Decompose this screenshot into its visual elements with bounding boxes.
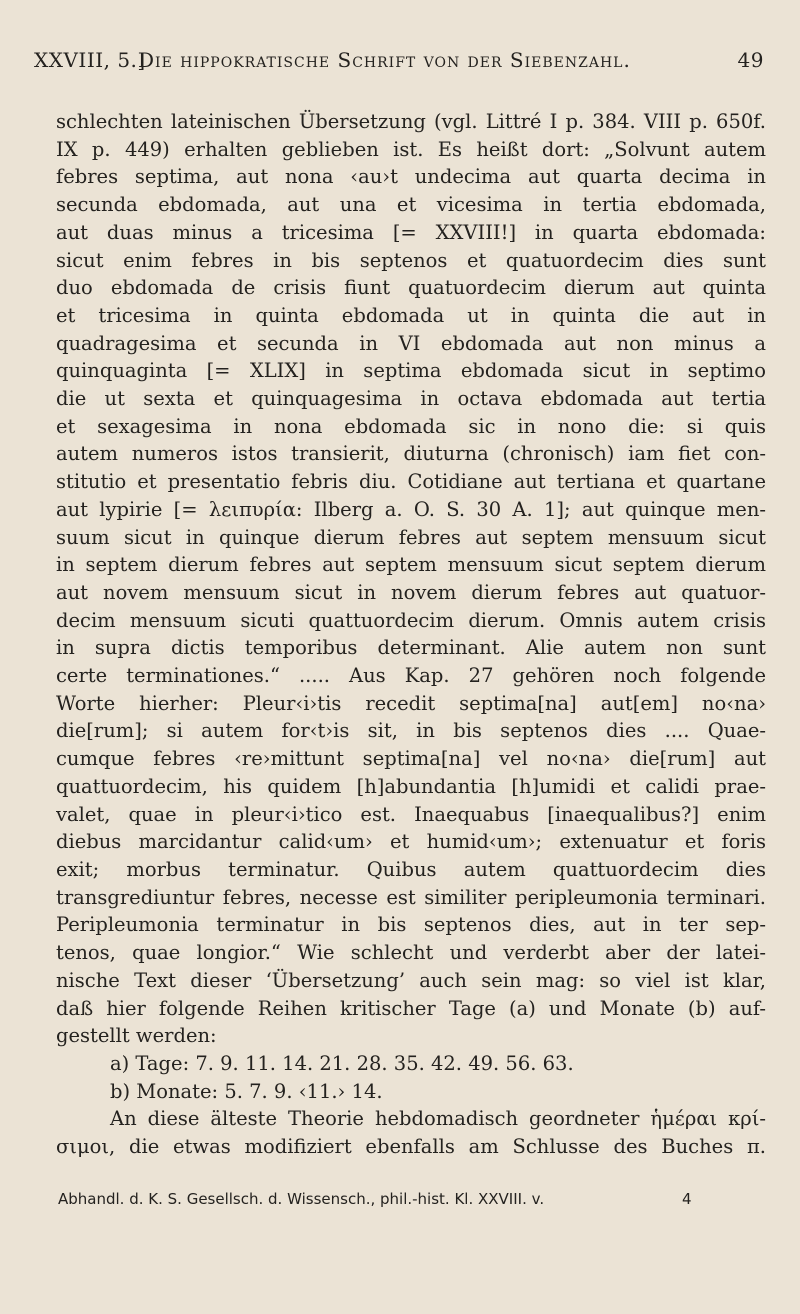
text-line: daß hier folgende Reihen kritischer Tage (a) und Monate (b) auf- (56, 996, 766, 1020)
text-line: in supra dictis temporibus determinant. Alie autem non sunt (56, 636, 766, 660)
text-line: duo ebdomada de crisis fiunt quatuordecim dierum aut quinta (56, 276, 766, 300)
text-line: quattuordecim, his quidem [h]abundantia [h]umidi et calidi prae- (56, 774, 766, 798)
text-line: die ut sexta et quinquagesima in octava ebdomada aut tertia (56, 387, 766, 411)
text-line: aut lypirie [= λειπυρία: Ilberg a. O. S. 30 A. 1]; aut quinque men- (56, 497, 766, 521)
text-line: cumque febres ‹re›mittunt septima[na] vel no‹na› die[rum] aut (56, 747, 766, 771)
text-line: die[rum]; si autem for‹t›is sit, in bis septenos dies .... Quae- (56, 719, 766, 743)
text-line: aut novem mensuum sicut in novem dierum febres aut quatuor- (56, 580, 766, 604)
text-line: aut duas minus a tricesima [= XXVIII!] in quarta ebdomada: (56, 220, 766, 244)
text-line: et sexagesima in nona ebdomada sic in nono die: si quis (56, 414, 766, 438)
text-line: in septem dierum febres aut septem mensuum sicut septem dierum (56, 553, 766, 577)
text-line: quinquaginta [= XLIX] in septima ebdomada sicut in septimo (56, 359, 766, 383)
text-line: certe terminationes.“ ..... Aus Kap. 27 gehören noch folgende (56, 664, 766, 688)
text-line: et tricesima in quinta ebdomada ut in quinta die aut in (56, 303, 766, 327)
text-line: transgrediuntur febres, necesse est similiter peripleumonia terminari. (56, 885, 766, 909)
closing-line: An diese älteste Theorie hebdomadisch geordneter ἡμέραι κρί- (110, 1107, 766, 1131)
section-reference: XXVIII, 5.] (34, 48, 146, 72)
closing-line: σιμοι, die etwas modifiziert ebenfalls am Schlusse des Buches π. (56, 1135, 766, 1159)
text-line: secunda ebdomada, aut una et vicesima in tertia ebdomada, (56, 193, 766, 217)
main-text (56, 108, 766, 1161)
text-line: schlechten lateinischen Übersetzung (vgl. Littré I p. 384. VIII p. 650f. (56, 110, 766, 133)
text-line: diebus marcidantur calid‹um› et humid‹um›; extenuatur et foris (56, 830, 766, 854)
text-line: Worte hierher: Pleur‹i›tis recedit septima[na] aut[em] no‹na› (56, 691, 766, 715)
running-title: Die hippokratische Schrift von der Siebenzahl. (138, 48, 631, 72)
text-line: autem numeros istos transierit, diuturna (chronisch) iam fiet con- (56, 442, 766, 466)
text-line: IX p. 449) erhalten geblieben ist. Es heißt dort: „Solvunt autem (56, 137, 766, 161)
text-line: suum sicut in quinque dierum febres aut septem mensuum sicut (56, 525, 766, 549)
text-line: gestellt werden: (56, 1024, 217, 1048)
text-line: nische Text dieser ‘Übersetzung’ auch sein mag: so viel ist klar, (56, 968, 766, 992)
text-line: tenos, quae longior.“ Wie schlecht und verderbt aber der latei- (56, 941, 766, 965)
text-line: quadragesima et secunda in VI ebdomada aut non minus a (56, 331, 766, 355)
signature-mark: 4 (682, 1190, 692, 1208)
text-line: Peripleumonia terminatur in bis septenos dies, aut in ter sep- (56, 913, 766, 937)
series-line-months: b) Monate: 5. 7. 9. ‹11.› 14. (110, 1079, 383, 1103)
text-line: stitutio et presentatio febris diu. Cotidiane aut tertiana et quartane (56, 470, 766, 494)
text-line: decim mensuum sicuti quattuordecim dierum. Omnis autem crisis (56, 608, 766, 632)
page-number: 49 (737, 48, 764, 72)
text-line: febres septima, aut nona ‹au›t undecima aut quarta decima in (56, 165, 766, 189)
series-line-days: a) Tage: 7. 9. 11. 14. 21. 28. 35. 42. 49. 56. 63. (110, 1051, 574, 1075)
text-line: sicut enim febres in bis septenos et quatuordecim dies sunt (56, 248, 766, 272)
text-line: exit; morbus terminatur. Quibus autem quattuordecim dies (56, 857, 766, 881)
footer-imprint: Abhandl. d. K. S. Gesellsch. d. Wissensch., phil.-hist. Kl. XXVIII. v. (58, 1190, 545, 1208)
text-line: valet, quae in pleur‹i›tico est. Inaequabus [inaequalibus?] enim (56, 802, 766, 826)
